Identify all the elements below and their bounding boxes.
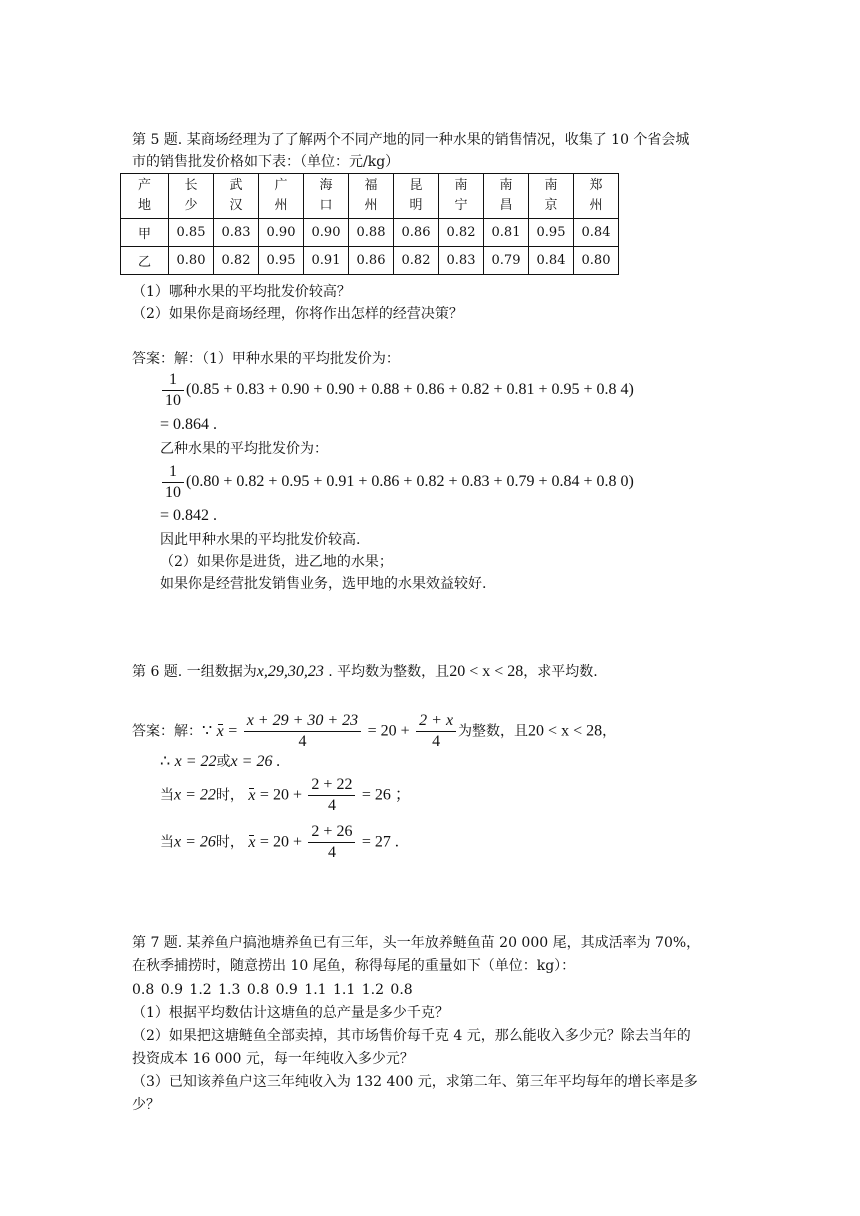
- table-row-label: 乙: [121, 247, 169, 275]
- table-cell: 0.80: [574, 247, 619, 275]
- table-header-city: 长 少: [169, 174, 214, 219]
- q5-text-2: 市的销售批发价格如下表：（单位：元/kg）: [132, 154, 400, 170]
- fraction-two-plus-x: $\frac{2 + x}{4}$: [416, 711, 456, 752]
- q7-title: 第 7 题.: [132, 935, 183, 951]
- q6-data: x,29,30,23: [256, 663, 324, 680]
- yi-intro: 乙种水果的平均批发价为：: [160, 441, 328, 457]
- q5-line-1: [132, 130, 689, 150]
- q5-sub-question-2: （2）如果你是商场经理，你将作出怎样的经营决策？: [132, 306, 463, 322]
- table-cell: 0.95: [259, 247, 304, 275]
- table-cell: 0.84: [529, 247, 574, 275]
- jia-sum: (0.85 + 0.83 + 0.90 + 0.90 + 0.88 + 0.86 + 0.82 + 0.81 + 0.95 + 0.8 4): [186, 381, 634, 399]
- q7-sub-question-2a: （2）如果把这塘鲢鱼全部卖掉，其市场售价每千克 4 元，那么能收入多少元？除去当年的: [132, 1028, 691, 1044]
- q6-cases: ∴ x = 22或x = 26 .: [160, 753, 281, 770]
- table-cell: 0.86: [349, 247, 394, 275]
- q5-answer-2a: （2）如果你是进货，进乙地的水果；: [160, 554, 393, 570]
- table-header-city: 南 宁: [439, 174, 484, 219]
- table-cell: 0.79: [484, 247, 529, 275]
- table-cell: 0.90: [259, 219, 304, 247]
- table-header-city: 武 汉: [214, 174, 259, 219]
- q5-text-1: 某商场经理为了了解两个不同产地的同一种水果的销售情况，收集了 10 个省会城: [186, 132, 690, 148]
- fraction-one-tenth: $\frac{1}{10}$: [162, 370, 184, 411]
- fraction-mean: $\frac{x + 29 + 30 + 23}{4}$: [244, 711, 362, 752]
- q6-case-2: 当x = 26时， x = 20 + $\frac{2 + 26}{4}$ = 27 .: [160, 823, 399, 861]
- table-row-jia: [121, 219, 619, 247]
- yi-sum: (0.80 + 0.82 + 0.95 + 0.91 + 0.86 + 0.82 + 0.83 + 0.79 + 0.84 + 0.8 0): [186, 473, 634, 491]
- table-cell: 0.83: [214, 219, 259, 247]
- q5-answer-intro: 答案：解：（1）甲种水果的平均批发价为：: [132, 351, 400, 367]
- q5-sub-question-1: （1）哪种水果的平均批发价较高？: [132, 284, 351, 300]
- table-cell: 0.84: [574, 219, 619, 247]
- q7-sub-question-1: （1）根据平均数估计这塘鱼的总产量是多少千克？: [132, 1005, 449, 1021]
- table-cell: 0.95: [529, 219, 574, 247]
- table-header-city: 昆 明: [394, 174, 439, 219]
- table-cell: 0.81: [484, 219, 529, 247]
- table-cell: 0.82: [214, 247, 259, 275]
- table-header-row: [121, 174, 619, 219]
- table-header-city: 郑 州: [574, 174, 619, 219]
- table-header-city: 海 口: [304, 174, 349, 219]
- table-header-city: 南 京: [529, 174, 574, 219]
- q7-weights: 0.8 0.9 1.2 1.3 0.8 0.9 1.1 1.1 1.2 0.8: [132, 982, 413, 998]
- table-header-city: 南 昌: [484, 174, 529, 219]
- q5-conclusion: 因此甲种水果的平均批发价较高.: [160, 532, 361, 548]
- q5-yi-formula: [160, 462, 634, 503]
- q7-sub-question-3b: 少？: [132, 1097, 160, 1113]
- q6-condition: 20 < x < 28: [449, 663, 524, 680]
- fraction-case-2: $\frac{2 + 26}{4}$: [308, 822, 355, 863]
- mean-x: x: [216, 722, 224, 740]
- table-cell: 0.91: [304, 247, 349, 275]
- table-cell: 0.83: [439, 247, 484, 275]
- q7-sub-question-3a: （3）已知该养鱼户这三年纯收入为 132 400 元，求第二年、第三年平均每年的增长率是多: [132, 1074, 698, 1090]
- table-header-origin: 产 地: [121, 174, 169, 219]
- table-cell: 0.82: [394, 247, 439, 275]
- yi-result: = 0.842 .: [160, 507, 218, 524]
- table-cell: 0.85: [169, 219, 214, 247]
- jia-result: = 0.864 .: [160, 416, 218, 433]
- table-cell: 0.86: [394, 219, 439, 247]
- q5-answer-2b: 如果你是经营批发销售业务，选甲地的水果效益较好.: [160, 576, 487, 592]
- table-row-label: 甲: [121, 219, 169, 247]
- q5-title: 第 5 题.: [132, 132, 183, 148]
- q5-jia-formula: [160, 370, 634, 411]
- table-cell: 0.88: [349, 219, 394, 247]
- table-cell: 0.82: [439, 219, 484, 247]
- q7-sub-question-2b: 投资成本 16 000 元，每一年纯收入多少元？: [132, 1051, 414, 1067]
- table-cell: 0.90: [304, 219, 349, 247]
- table-header-city: 广 州: [259, 174, 304, 219]
- table-cell: 0.80: [169, 247, 214, 275]
- table-header-city: 福 州: [349, 174, 394, 219]
- q7-line-1: 第 7 题. 某养鱼户搞池塘养鱼已有三年，头一年放养鲢鱼苗 20 000 尾，其成活率为 70%，: [132, 935, 701, 951]
- q6-answer-line: 答案：解：∵ x = $\frac{x + 29 + 30 + 23}{4}$ = 20 + $\frac{2 + x}{4}$ 为整数，且20 < x < 28，: [132, 712, 617, 750]
- q6-question: 第 6 题. 一组数据为x,29,30,23 . 平均数为整数，且20 < x < 28，求平均数.: [132, 663, 598, 680]
- fraction-one-tenth-yi: $\frac{1}{10}$: [162, 462, 184, 503]
- fraction-case-1: $\frac{2 + 22}{4}$: [308, 775, 355, 816]
- q7-text-2: 在秋季捕捞时，随意捞出 10 尾鱼，称得每尾的重量如下（单位：kg）：: [132, 958, 576, 974]
- price-table: [120, 173, 619, 275]
- q6-case-1: 当x = 22时， x = 20 + $\frac{2 + 22}{4}$ = 26 ；: [160, 776, 411, 814]
- q6-title: 第 6 题.: [132, 664, 183, 680]
- table-row-yi: [121, 247, 619, 275]
